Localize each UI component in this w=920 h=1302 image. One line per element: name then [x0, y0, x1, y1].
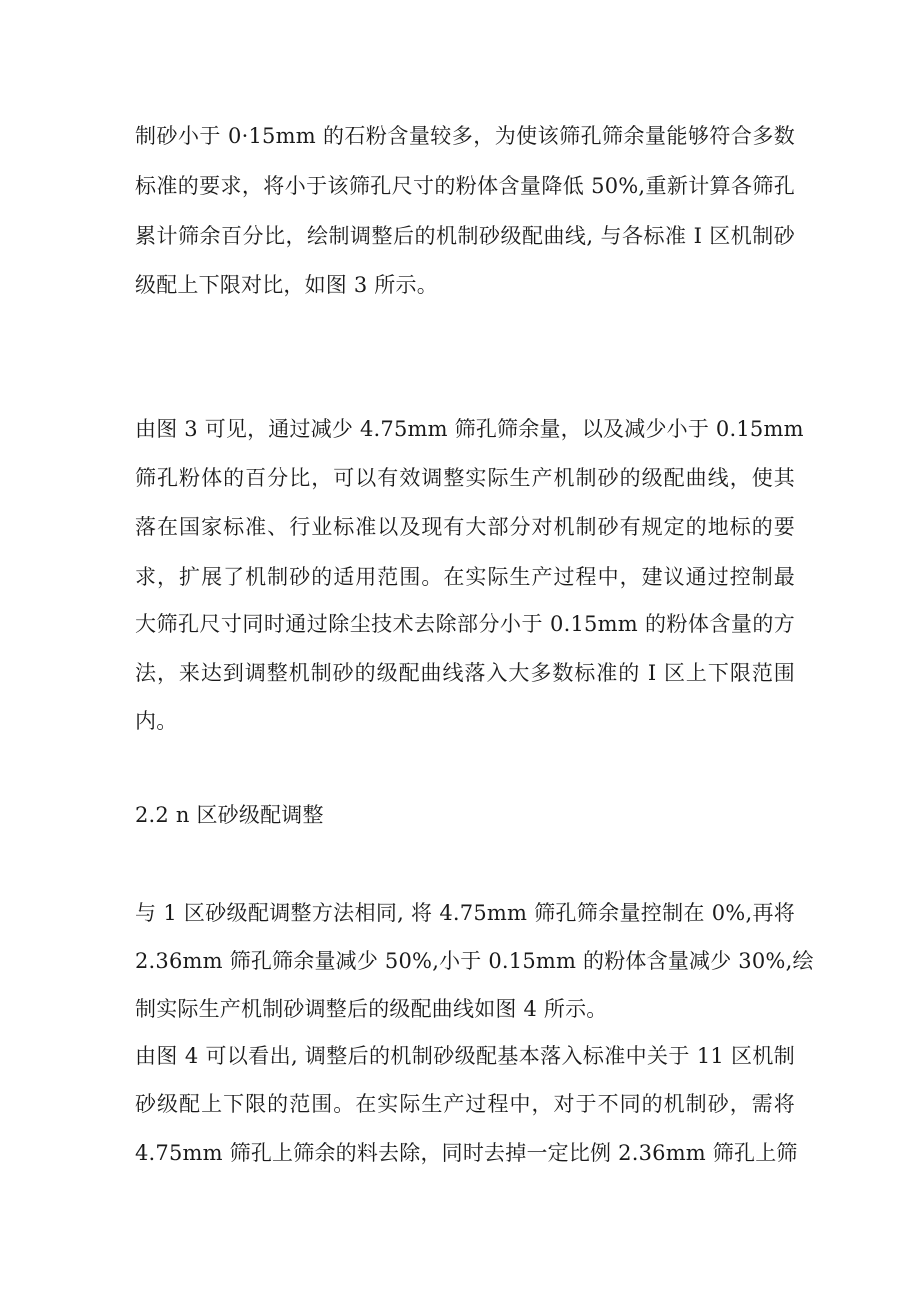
text-line: 筛孔粉体的百分比，可以有效调整实际生产机制砂的级配曲线，使其 — [135, 466, 795, 490]
text-line: 4.75mm 筛孔上筛余的料去除，同时去掉一定比例 2.36mm 筛孔上筛 — [135, 1141, 798, 1165]
text-line: 由图 3 可见，通过减少 4.75mm 筛孔筛余量，以及减少小于 0.15mm — [135, 417, 804, 441]
text-line: 制砂小于 0·15mm 的石粉含量较多，为使该筛孔筛余量能够符合多数 — [135, 124, 795, 148]
text-line: 2.36mm 筛孔筛余量减少 50%,小于 0.15mm 的粉体含量减少 30%,绘 — [135, 949, 814, 973]
text-line: 级配上下限对比，如图 3 所示。 — [135, 273, 438, 297]
text-line: 法，来达到调整机制砂的级配曲线落入大多数标准的 I 区上下限范围 — [135, 661, 795, 685]
text-line: 由图 4 可以看出, 调整后的机制砂级配基本落入标准中关于 11 区机制 — [135, 1044, 795, 1068]
text-line: 制实际生产机制砂调整后的级配曲线如图 4 所示。 — [135, 997, 608, 1021]
text-line: 内。 — [135, 709, 178, 733]
text-line: 求，扩展了机制砂的适用范围。在实际生产过程中，建议通过控制最 — [135, 565, 795, 589]
text-line: 与 1 区砂级配调整方法相同, 将 4.75mm 筛孔筛余量控制在 0%,再将 — [135, 901, 795, 925]
text-line: 大筛孔尺寸同时通过除尘技术去除部分小于 0.15mm 的粉体含量的方 — [135, 612, 795, 636]
text-line: 累计筛余百分比，绘制调整后的机制砂级配曲线, 与各标准 I 区机制砂 — [135, 224, 795, 248]
section-heading: 2.2 n 区砂级配调整 — [135, 803, 324, 827]
text-line: 落在国家标准、行业标准以及现有大部分对机制砂有规定的地标的要 — [135, 515, 795, 539]
text-line: 标准的要求，将小于该筛孔尺寸的粉体含量降低 50%,重新计算各筛孔 — [135, 174, 795, 198]
text-line: 砂级配上下限的范围。在实际生产过程中，对于不同的机制砂，需将 — [135, 1092, 795, 1116]
